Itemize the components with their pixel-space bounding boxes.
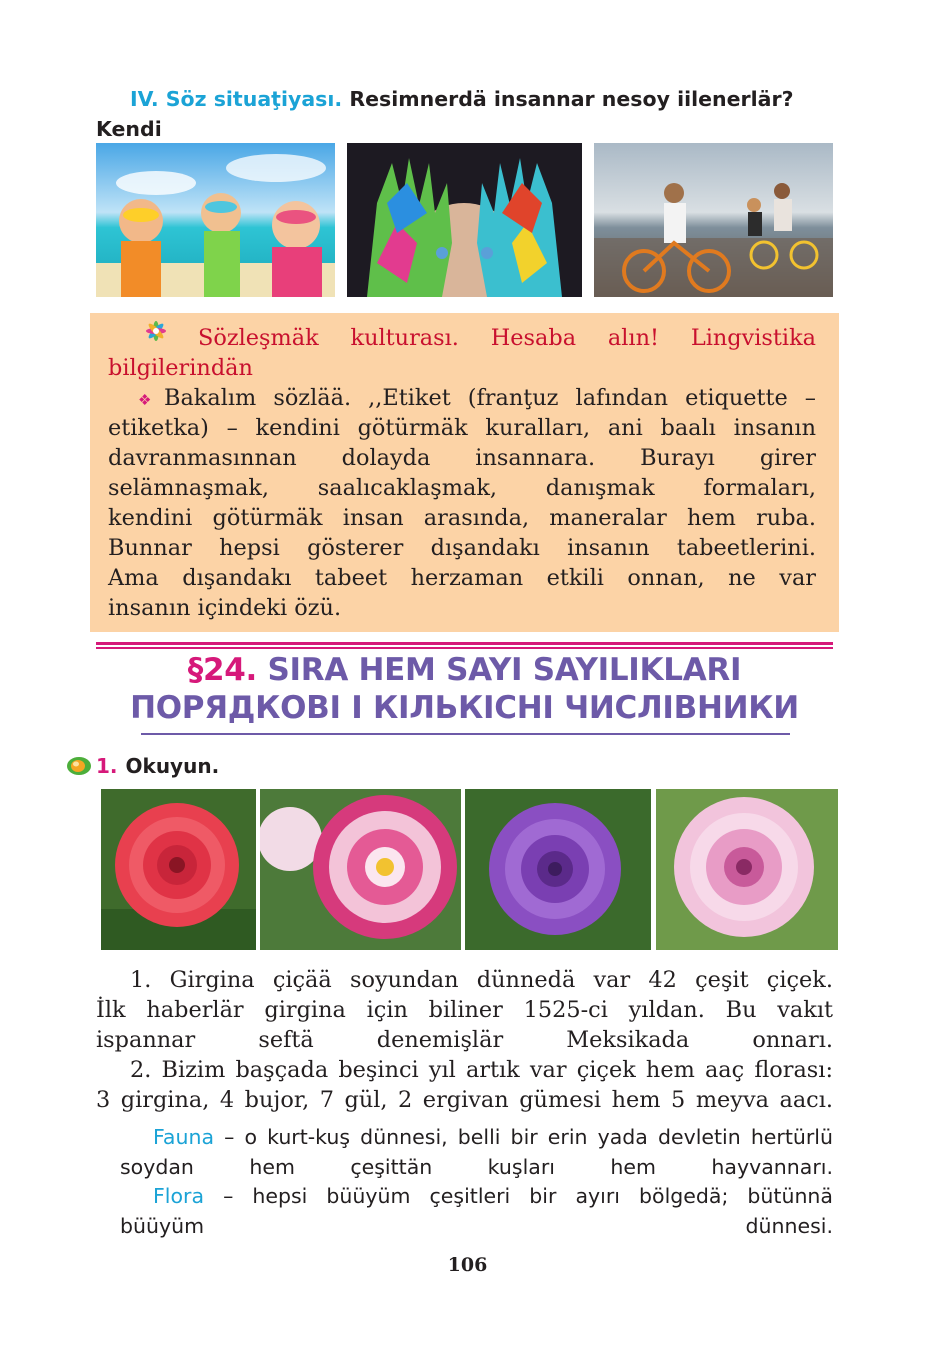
fauna-term: Fauna	[153, 1125, 215, 1149]
painted-hands-photo	[347, 143, 582, 297]
flower-ornament-icon	[143, 318, 169, 344]
reading-p1-line-3: ispannar seftä denemişlär Meksikada onnarı.	[96, 1027, 833, 1053]
section-4-label: IV. Söz situaţiyası.	[130, 87, 343, 111]
infobox-line-7: Ama dışandakı tabeet herzaman etkili onnan, ne var	[108, 565, 816, 591]
infobox-line-3: davranmasınnan dolayda insannara. Burayı girer	[108, 445, 816, 471]
title-rule-top-thin	[96, 647, 833, 649]
children-snorkeling-beach-photo	[96, 143, 335, 297]
flora-definition-2: büüyüm dünnesi.	[120, 1214, 833, 1238]
section-24-number: §24.	[187, 652, 257, 688]
reading-p1-line-1: 1. Girgina çiçää soyundan dünnedä var 42 çeşit çiçek.	[130, 967, 833, 993]
flora-definition-1: Flora – hepsi büüyüm çeşitleri bir ayırı bölgedä; bütünnä	[153, 1184, 833, 1208]
section-4-text-1: Resimnerdä insannar nesoy iilenerlär? Kendi	[96, 87, 794, 141]
reading-p1-line-2: İlk haberlär girgina için biliner 1525-ci yıldan. Bu vakıt	[96, 997, 833, 1023]
reading-p2-line-1: 2. Bizim başçada beşinci yıl artık var çiçek hem aaç florası:	[130, 1057, 833, 1083]
purple-dahlia-photo	[465, 789, 651, 950]
fauna-definition-1: Fauna – o kurt-kuş dünnesi, belli bir erin yada devletin hertürlü	[153, 1125, 833, 1149]
task-1	[66, 753, 219, 779]
fauna-definition-2: soydan hem çeşittän kuşları hem hayvannarı.	[120, 1155, 833, 1179]
red-dahlia-photo	[101, 789, 256, 950]
infobox-heading-2: bilgilerindän	[108, 355, 253, 381]
title-underline	[141, 733, 790, 735]
section-24-title-2: ПОРЯДКОВІ І КІЛЬКІСНІ ЧИСЛІВНИКИ	[130, 690, 799, 726]
pink-white-dahlia-photo	[260, 789, 461, 950]
title-rule-top	[96, 642, 833, 645]
section-24-title-1	[96, 650, 833, 690]
flora-term: Flora	[153, 1184, 205, 1208]
light-pink-dahlia-photo	[656, 789, 838, 950]
diamond-bullet-icon: ❖	[138, 391, 152, 409]
page-number: 106	[447, 1254, 488, 1276]
infobox-line-5: kendini götürmäk insan arasında, maneralar hem ruba.	[108, 505, 816, 531]
infobox-line-4: selämnaşmak, saalıcaklaşmak, danışmak formaları,	[108, 475, 816, 501]
reading-p2-line-2: 3 girgina, 4 bujor, 7 gül, 2 ergivan gümesi hem 5 meyva aacı.	[96, 1087, 833, 1113]
family-cycling-beach-photo	[594, 143, 833, 297]
infobox-line-2: etiketka) – kendini götürmäk kuralları, ani baalı insanın	[108, 415, 816, 441]
infobox-line-1: Bakalım sözlää. ,,Etiket (franţuz lafından etiquette –	[164, 385, 816, 411]
infobox-heading-1: Sözleşmäk kulturası. Hesaba alın! Lingvistika	[198, 325, 816, 351]
section-24-title-text: SIRA HEM SAYI SAYILIKLARI	[267, 652, 742, 688]
task-1-label: Okuyun.	[125, 754, 220, 778]
infobox-line-8: insanın içindeki özü.	[108, 595, 342, 621]
task-1-number: 1.	[96, 754, 118, 778]
infobox-line-6: Bunnar hepsi gösterer dışandakı insanın tabeetlerini.	[108, 535, 816, 561]
